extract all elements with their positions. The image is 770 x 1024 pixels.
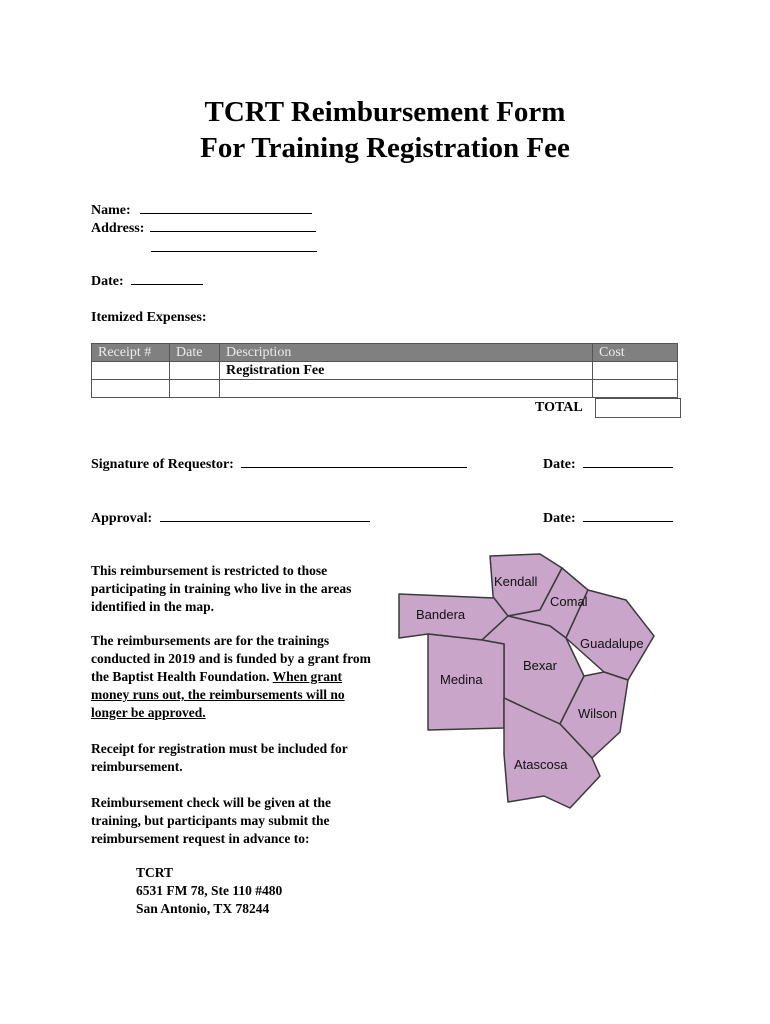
- total-field[interactable]: [595, 398, 681, 418]
- address-label: Address:: [91, 221, 145, 236]
- county-label-medina: Medina: [440, 672, 483, 687]
- header-receipt: Receipt #: [92, 344, 170, 362]
- funding-warning: When grant money runs out, the reimbursements will no longer be approved.: [91, 669, 345, 720]
- approval-date-row: [543, 509, 673, 528]
- county-label-bandera: Bandera: [416, 607, 466, 622]
- name-field[interactable]: [140, 201, 312, 214]
- approval-field[interactable]: [160, 509, 370, 522]
- cell-date[interactable]: [170, 380, 220, 398]
- address-field-line1[interactable]: [150, 219, 316, 232]
- address-row: [91, 219, 316, 238]
- name-row: [91, 201, 312, 220]
- approval-row: [91, 509, 370, 528]
- cell-description[interactable]: Registration Fee: [220, 362, 593, 380]
- requestor-date-label: Date:: [543, 457, 576, 472]
- date-field[interactable]: [131, 272, 203, 285]
- county-label-bexar: Bexar: [523, 658, 557, 673]
- header-cost: Cost: [593, 344, 678, 362]
- check-paragraph: Reimbursement check will be given at the training, but participants may submit the reimbursement request in advance to:: [91, 795, 331, 846]
- date-row: [91, 272, 203, 291]
- cell-receipt[interactable]: [92, 362, 170, 380]
- requestor-signature-field[interactable]: [241, 455, 467, 468]
- county-label-guadalupe: Guadalupe: [580, 636, 644, 651]
- county-label-wilson: Wilson: [578, 706, 618, 721]
- mailing-address: [136, 864, 282, 918]
- table-row: [92, 362, 678, 380]
- requestor-date-field[interactable]: [583, 455, 673, 468]
- cell-cost[interactable]: [593, 362, 678, 380]
- header-description: Description: [220, 344, 593, 362]
- form-title-line1: TCRT Reimbursement Form: [204, 96, 566, 128]
- address-field-line2[interactable]: [151, 239, 317, 252]
- requestor-signature-label: Signature of Requestor:: [91, 457, 234, 472]
- county-label-kendall: Kendall: [494, 574, 538, 589]
- requestor-signature-row: [91, 455, 467, 474]
- restriction-paragraph: This reimbursement is restricted to those participating in training who live in the areas identified in the map.: [91, 563, 352, 614]
- table-row: [92, 380, 678, 398]
- address-street: 6531 FM 78, Ste 110 #480: [136, 883, 283, 898]
- cell-cost[interactable]: [593, 380, 678, 398]
- total-label: TOTAL: [535, 400, 583, 415]
- funding-text: The reimbursements are for the trainings conducted in 2019 and is funded by a grant from the Baptist Health Foundation.: [91, 633, 371, 684]
- cell-description[interactable]: [220, 380, 593, 398]
- county-label-comal: Comal: [550, 594, 588, 609]
- approval-date-field[interactable]: [583, 509, 673, 522]
- cell-date[interactable]: [170, 362, 220, 380]
- name-label: Name:: [91, 203, 131, 218]
- date-label: Date:: [91, 274, 124, 289]
- address-city: San Antonio, TX 78244: [136, 901, 270, 916]
- header-date: Date: [170, 344, 220, 362]
- county-label-atascosa: Atascosa: [514, 757, 568, 772]
- funding-paragraph: [91, 632, 373, 722]
- address-org: TCRT: [136, 865, 174, 880]
- cell-receipt[interactable]: [92, 380, 170, 398]
- receipt-paragraph: Receipt for registration must be included for reimbursement.: [91, 741, 348, 774]
- county-map: [390, 548, 670, 818]
- approval-label: Approval:: [91, 511, 153, 526]
- itemized-expenses-label: Itemized Expenses:: [91, 310, 207, 325]
- table-header-row: [92, 344, 678, 362]
- form-title-line2: For Training Registration Fee: [200, 132, 570, 164]
- approval-date-label: Date:: [543, 511, 576, 526]
- expenses-table: [91, 343, 678, 398]
- requestor-date-row: [543, 455, 673, 474]
